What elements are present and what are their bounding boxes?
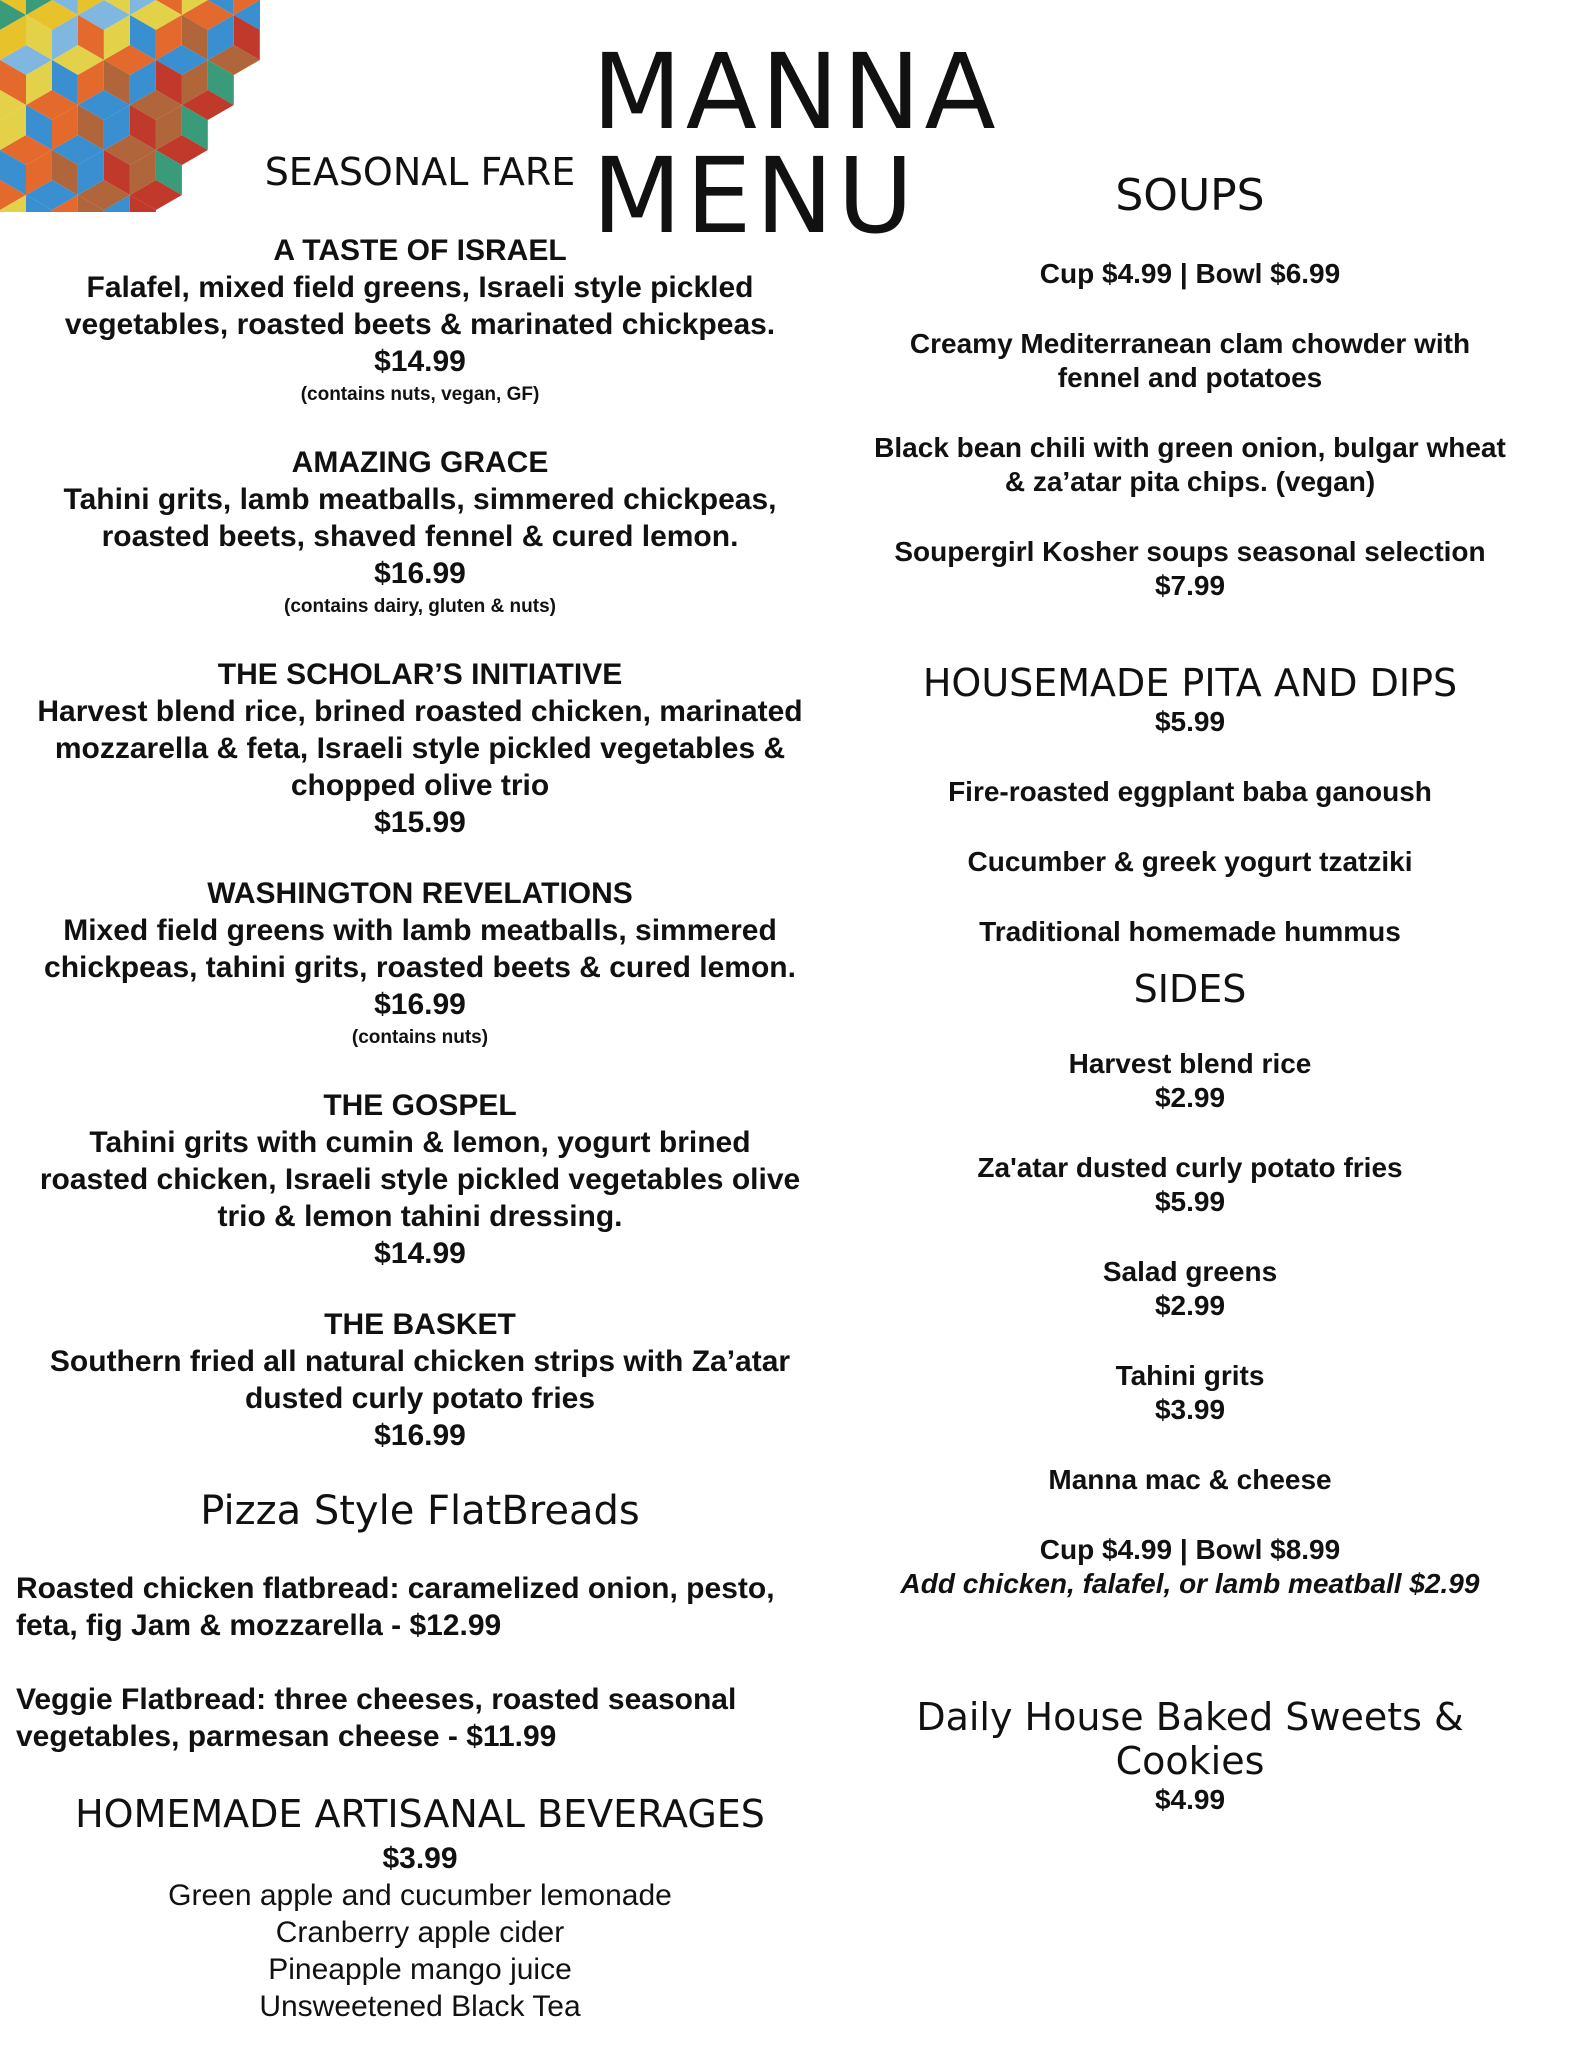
item-price: $16.99: [374, 1419, 466, 1452]
sweets-price: $4.99: [1154, 1784, 1226, 1815]
sides-heading: SIDES: [1133, 967, 1247, 1011]
beverage-item: Green apple and cucumber lemonade: [168, 1879, 672, 1912]
flatbreads-heading: Pizza Style FlatBreads: [200, 1488, 640, 1534]
dip-item: Fire-roasted eggplant baba ganoush: [948, 776, 1432, 807]
seasonal-fare-heading: SEASONAL FARE: [264, 150, 576, 194]
soups-heading: SOUPS: [1115, 170, 1265, 221]
menu-item: [10, 232, 830, 410]
side-name: Salad greens: [1102, 1256, 1278, 1287]
dip-item: Traditional homemade hummus: [979, 916, 1401, 947]
item-desc-line: chickpeas, tahini grits, roasted beets & cured lemon.: [44, 951, 796, 984]
beverage-item: Unsweetened Black Tea: [259, 1990, 581, 2023]
soup-line: Creamy Mediterranean clam chowder with: [909, 328, 1471, 359]
item-desc-line: vegetables, roasted beets & marinated chickpeas.: [64, 308, 776, 341]
soup-item: [840, 431, 1540, 499]
sweets-heading: Daily House Baked Sweets & Cookies: [916, 1695, 1464, 1783]
item-name: THE GOSPEL: [323, 1089, 517, 1122]
soups-price: Cup $4.99 | Bowl $6.99: [1039, 258, 1341, 289]
flatbread-line: vegetables, parmesan cheese - $11.99: [16, 1720, 557, 1753]
beverages-heading: HOMEMADE ARTISANAL BEVERAGES: [75, 1792, 765, 1836]
soup-line: Soupergirl Kosher soups seasonal selection: [894, 536, 1486, 567]
item-desc-line: Tahini grits with cumin & lemon, yogurt brined: [89, 1126, 751, 1159]
mac-cheese-addon: Add chicken, falafel, or lamb meatball $2.99: [900, 1568, 1480, 1599]
item-desc-line: mozzarella & feta, Israeli style pickled vegetables &: [54, 732, 786, 765]
mac-cheese-price: Cup $4.99 | Bowl $8.99: [1039, 1534, 1341, 1565]
soup-item: [840, 535, 1540, 603]
mac-cheese-block: [840, 1533, 1540, 1601]
item-desc-line: dusted curly potato fries: [244, 1382, 596, 1415]
soup-line: fennel and potatoes: [1057, 362, 1323, 393]
item-price: $14.99: [374, 1237, 466, 1270]
item-name: WASHINGTON REVELATIONS: [207, 877, 633, 910]
soup-line: & za’atar pita chips. (vegan): [1004, 466, 1376, 497]
side-name: Za'atar dusted curly potato fries: [977, 1152, 1403, 1183]
side-item: [840, 1359, 1540, 1427]
side-item: [840, 1047, 1540, 1115]
item-note: (contains nuts, vegan, GF): [300, 384, 540, 405]
flatbread-entry: [10, 1681, 830, 1755]
item-desc-line: Tahini grits, lamb meatballs, simmered chickpeas,: [63, 483, 777, 516]
side-item: [840, 1255, 1540, 1323]
beverage-item: Pineapple mango juice: [268, 1953, 572, 1986]
flatbread-entry: [10, 1570, 830, 1644]
left-column: [10, 150, 830, 2025]
beverage-item: Cranberry apple cider: [275, 1916, 565, 1949]
item-note: (contains nuts): [351, 1027, 489, 1048]
menu-title: MANNA MENU: [592, 31, 1000, 257]
item-price: $16.99: [374, 988, 466, 1021]
item-note: (contains dairy, gluten & nuts): [284, 596, 556, 617]
menu-item: [10, 656, 830, 841]
side-price: $2.99: [1154, 1082, 1226, 1113]
pita-dips-heading: HOUSEMADE PITA AND DIPS: [922, 661, 1458, 705]
item-desc-line: chopped olive trio: [290, 769, 550, 802]
side-price: $5.99: [1154, 1186, 1226, 1217]
item-price: $16.99: [374, 557, 466, 590]
side-price: $2.99: [1154, 1290, 1226, 1321]
item-price: $15.99: [374, 806, 466, 839]
item-desc-line: Harvest blend rice, brined roasted chicken, marinated: [37, 695, 803, 728]
side-name: Tahini grits: [1115, 1360, 1265, 1391]
menu-item: [10, 1306, 830, 1454]
soup-price: $7.99: [1154, 570, 1226, 601]
flatbread-line: Roasted chicken flatbread: caramelized onion, pesto,: [16, 1572, 775, 1605]
soup-item: [840, 327, 1540, 395]
item-desc-line: roasted chicken, Israeli style pickled vegetables olive: [39, 1163, 801, 1196]
menu-item: [10, 875, 830, 1053]
soups-price-block: [840, 257, 1540, 291]
item-desc-line: trio & lemon tahini dressing.: [217, 1200, 623, 1233]
pita-dips-price: $5.99: [1154, 706, 1226, 737]
item-desc-line: Falafel, mixed field greens, Israeli style pickled: [86, 271, 754, 304]
menu-item: [10, 444, 830, 622]
item-name: THE BASKET: [324, 1308, 516, 1341]
item-name: THE SCHOLAR’S INITIATIVE: [217, 658, 623, 691]
right-column: [840, 170, 1540, 1817]
flatbread-line: Veggie Flatbread: three cheeses, roasted seasonal: [16, 1683, 737, 1716]
menu-item: [10, 1087, 830, 1272]
item-desc-line: roasted beets, shaved fennel & cured lemon.: [101, 520, 739, 553]
item-desc-line: Mixed field greens with lamb meatballs, simmered: [63, 914, 777, 947]
flatbread-line: feta, fig Jam & mozzarella - $12.99: [16, 1609, 502, 1642]
item-name: A TASTE OF ISRAEL: [273, 234, 567, 267]
dip-item: Cucumber & greek yogurt tzatziki: [967, 846, 1413, 877]
item-name: AMAZING GRACE: [291, 446, 549, 479]
beverages-price: $3.99: [382, 1842, 458, 1875]
mac-cheese-name: Manna mac & cheese: [1048, 1464, 1332, 1495]
item-desc-line: Southern fried all natural chicken strips with Za’atar: [49, 1345, 791, 1378]
item-price: $14.99: [374, 345, 466, 378]
side-price: $3.99: [1154, 1394, 1226, 1425]
soup-line: Black bean chili with green onion, bulgar wheat: [874, 432, 1506, 463]
side-name: Harvest blend rice: [1068, 1048, 1312, 1079]
side-item: [840, 1151, 1540, 1219]
